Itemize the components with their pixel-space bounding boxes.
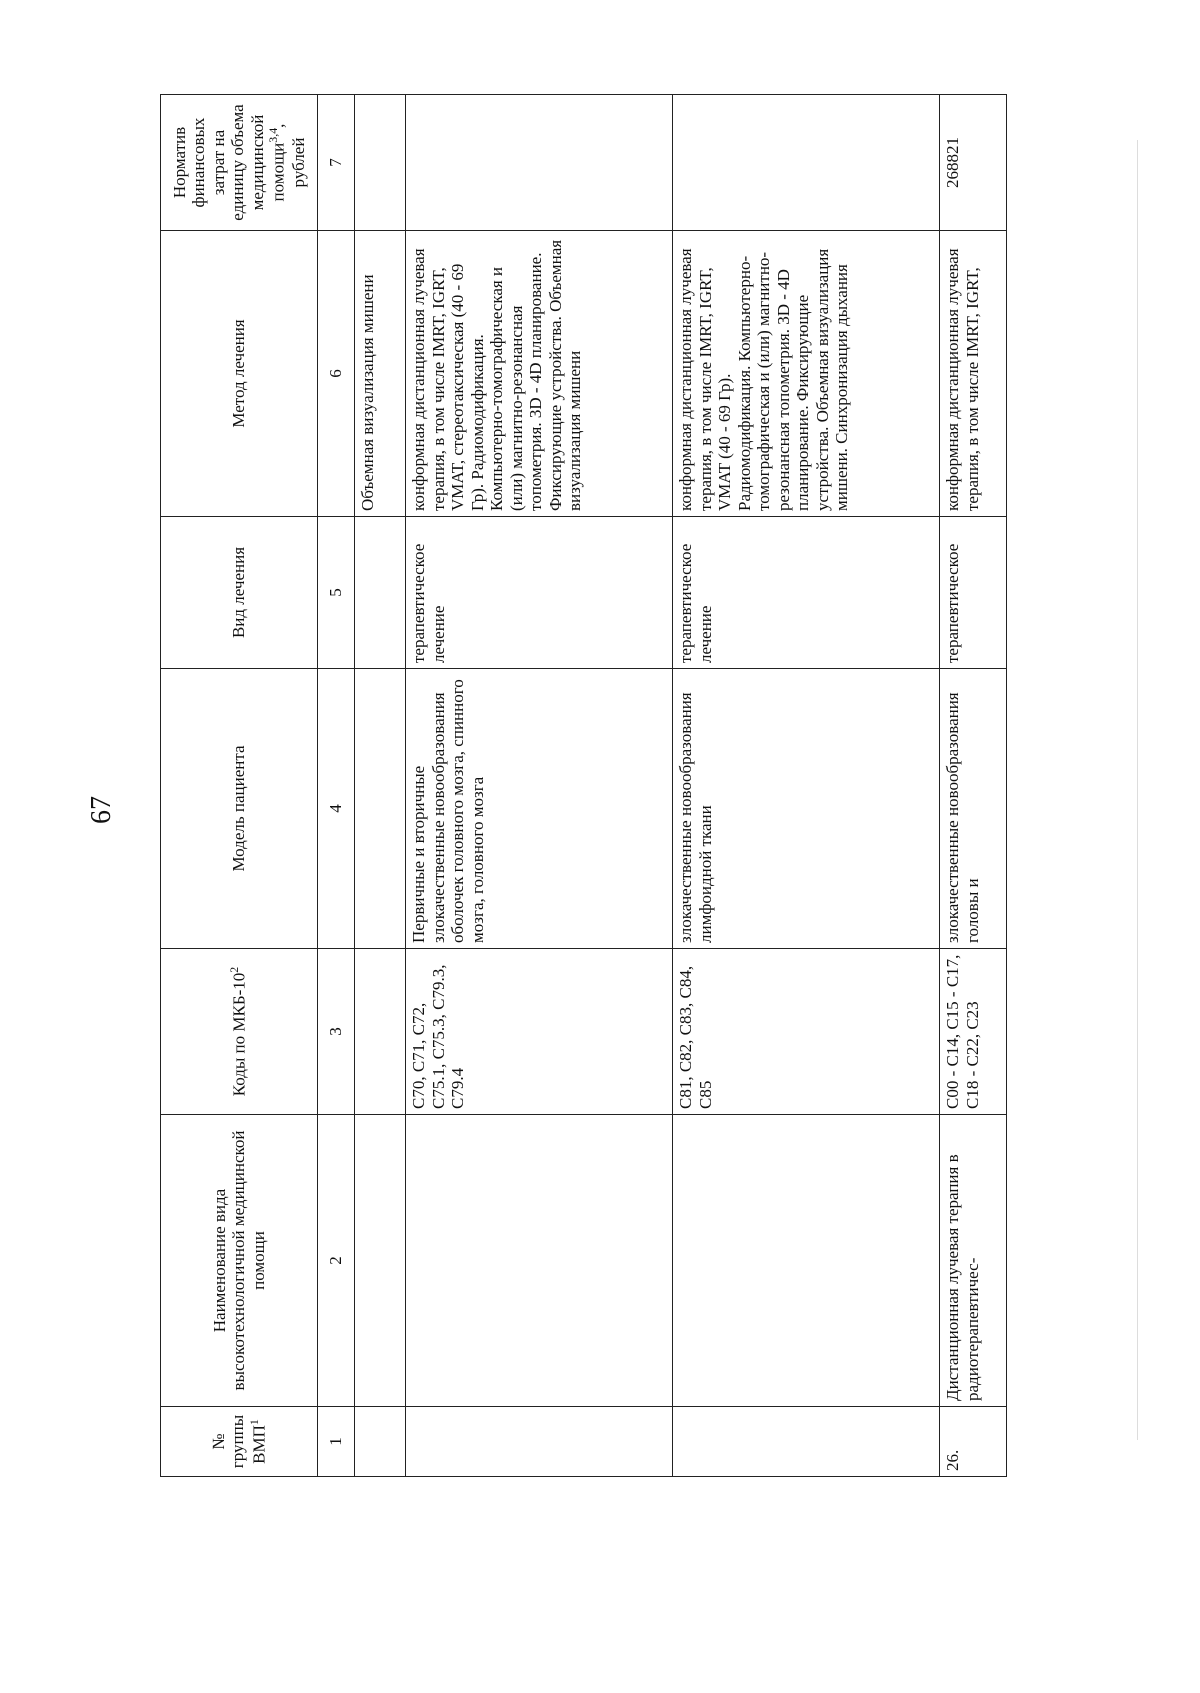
column-number: 4: [318, 669, 355, 949]
column-number: 6: [318, 231, 355, 517]
page-number: 67: [86, 796, 117, 824]
cell-icd-codes: C00 - C14, C15 - C17, C18 - C22, C23: [940, 949, 1007, 1115]
header-cost-norm: Норматив финансовых затрат на единицу объема медицинской помощи$^{3,4}$, рублей: [161, 95, 318, 231]
cell-icd-codes: [355, 949, 406, 1115]
cell-treatment-method: конформная дистанционная лучевая терапия, в том числе IMRT, IGRT, VMAT (40 - 69 Гр). Радиомодификация. Компьютерно-томографическая и (или) магнитно-резонансная топометрия. 3D - 4D планирование. Фиксирующие устройства. Объемная визуализация мишени. Синхронизация дыхания: [673, 231, 940, 517]
cell-group-number: [355, 1407, 406, 1477]
cell-treatment-type: [355, 517, 406, 669]
cell-cost-norm: 268821: [940, 95, 1007, 231]
cell-cost-norm: [673, 95, 940, 231]
cell-cost-norm: [406, 95, 673, 231]
cell-vmp-name: Дистанционная лучевая терапия в радиотерапевтичес-: [940, 1115, 1007, 1407]
cell-patient-model: [355, 669, 406, 949]
cell-treatment-type: терапевтическое лечение: [673, 517, 940, 669]
cell-group-number: 26.: [940, 1407, 1007, 1477]
column-number: 7: [318, 95, 355, 231]
header-treatment-type: Вид лечения: [161, 517, 318, 669]
column-number-row: [318, 95, 355, 1477]
cell-group-number: [673, 1407, 940, 1477]
cell-vmp-name: [355, 1115, 406, 1407]
table-rotor: [160, 95, 1200, 1477]
vmp-table: [160, 94, 1007, 1477]
cell-icd-codes: C70, C71, C72, C75.1, C75.3, C79.3, C79.4: [406, 949, 673, 1115]
cell-treatment-method: Объемная визуализация мишени: [355, 231, 406, 517]
cell-patient-model: злокачественные новообразования лимфоидной ткани: [673, 669, 940, 949]
cell-group-number: [406, 1407, 673, 1477]
cell-treatment-method: конформная дистанционная лучевая терапия, в том числе IMRT, IGRT,: [940, 231, 1007, 517]
header-group-number: № группы ВМП$^1$: [161, 1407, 318, 1477]
cell-treatment-type: терапевтическое лечение: [406, 517, 673, 669]
cell-icd-codes: C81, C82, C83, C84, C85: [673, 949, 940, 1115]
table-row: [406, 95, 673, 1477]
column-number: 1: [318, 1407, 355, 1477]
column-number: 3: [318, 949, 355, 1115]
header-row: [161, 95, 318, 1477]
table-row: [940, 95, 1007, 1477]
table-row: [673, 95, 940, 1477]
column-number: 5: [318, 517, 355, 669]
header-icd-codes: Коды по МКБ-$10^2$: [161, 949, 318, 1115]
cell-cost-norm: [355, 95, 406, 231]
column-number: 2: [318, 1115, 355, 1407]
rotated-table-area: [160, 95, 1200, 1471]
table-row: [355, 95, 406, 1477]
cell-patient-model: злокачественные новообразования головы и: [940, 669, 1007, 949]
cell-treatment-method: конформная дистанционная лучевая терапия, в том числе IMRT, IGRT, VMAT, стереотаксическая (40 - 69 Гр). Радиомодификация. Компьютерно-томографическая и (или) магнитно-резонансная топометрия. 3D - 4D планирование. Фиксирующие устройства. Объемная визуализация мишени: [406, 231, 673, 517]
header-treatment-method: Метод лечения: [161, 231, 318, 517]
cell-vmp-name: [673, 1115, 940, 1407]
header-vmp-name: Наименование вида высокотехнологичной медицинской помощи: [161, 1115, 318, 1407]
cell-treatment-type: терапевтическое: [940, 517, 1007, 669]
cell-vmp-name: [406, 1115, 673, 1407]
header-patient-model: Модель пациента: [161, 669, 318, 949]
cell-patient-model: Первичные и вторичные злокачественные новообразования оболочек головного мозга, спинного мозга, головного мозга: [406, 669, 673, 949]
